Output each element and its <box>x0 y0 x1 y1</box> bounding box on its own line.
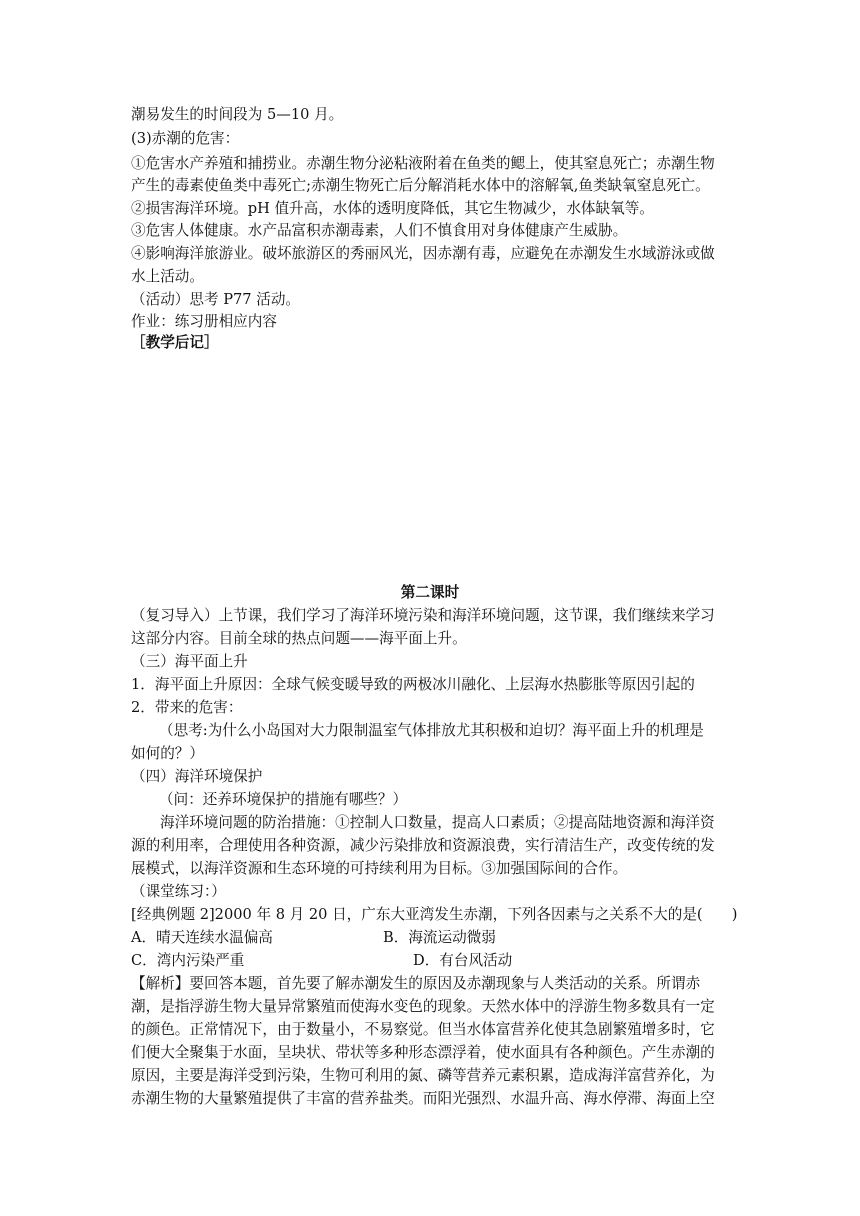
text-line: （问：还养环境保护的措施有哪些？） <box>159 791 408 808</box>
text-line: 原因，主要是海洋受到污染，生物可利用的氮、磷等营养元素积累，造成海洋富营养化，为 <box>131 1067 715 1084</box>
homework-line: 作业：练习册相应内容 <box>131 313 277 330</box>
text-line: 展模式，以海洋资源和生态环境的可持续利用为目标。③加强国际间的合作。 <box>131 860 628 877</box>
text-line: 们便大全聚集于水面，呈块状、带状等多种形态漂浮着，使水面具有各种颜色。产生赤潮的 <box>131 1044 715 1061</box>
option-b: B．海流运动微弱 <box>383 929 496 946</box>
text-line: ③危害人体健康。水产品富积赤潮毒素，人们不慎食用对身体健康产生威胁。 <box>131 222 628 239</box>
text-line: 潮，是指浮游生物大量异常繁殖而使海水变色的现象。天然水体中的浮游生物多数具有一定 <box>131 998 715 1015</box>
text-line: 的颜色。正常情况下，由于数量小，不易察觉。但当水体富营养化使其急剧繁殖增多时，它 <box>131 1021 715 1038</box>
option-a: A．晴天连续水温偏高 <box>131 929 273 946</box>
text-line: 产生的毒素使鱼类中毒死亡;赤潮生物死亡后分解消耗水体中的溶解氧,鱼类缺氧窒息死亡。 <box>131 177 710 194</box>
text-line: 如何的？） <box>131 745 204 762</box>
text-line: （课堂练习：） <box>131 883 226 900</box>
text-line: 水上活动。 <box>131 268 204 285</box>
section-heading-protection: （四）海洋环境保护 <box>131 768 263 785</box>
teaching-notes-heading: ［教学后记］ <box>131 334 219 351</box>
activity-line: （活动）思考 P77 活动。 <box>131 291 301 308</box>
lesson-title: 第二课时 <box>400 584 460 601</box>
text-line: 海洋环境问题的防治措施：①控制人口数量，提高人口素质；②提高陆地资源和海洋资 <box>160 814 715 831</box>
text-line: 源的利用率，合理使用各种资源，减少污染排放和资源浪费，实行清洁生产，改变传统的发 <box>131 837 715 854</box>
analysis-line: 【解析】要回答本题，首先要了解赤潮发生的原因及赤潮现象与人类活动的关系。所谓赤 <box>131 975 701 992</box>
text-line: ④影响海洋旅游业。破坏旅游区的秀丽风光，因赤潮有毒，应避免在赤潮发生水域游泳或做 <box>131 245 715 262</box>
option-c: C．湾内污染严重 <box>131 952 245 969</box>
section-heading-red-tide-harm: (3)赤潮的危害： <box>131 130 240 147</box>
text-line: 潮易发生的时间段为 5—10 月。 <box>131 106 344 123</box>
text-line: （思考:为什么小岛国对大力限制温室气体排放尤其积极和迫切？海平面上升的机理是 <box>159 722 704 739</box>
text-line: ②损害海洋环境。pH 值升高，水体的透明度降低，其它生物减少，水体缺氧等。 <box>131 200 654 217</box>
section-heading-sea-level: （三）海平面上升 <box>131 653 248 670</box>
text-line: ①危害水产养殖和捕捞业。赤潮生物分泌粘液附着在鱼类的鳃上，使其窒息死亡；赤潮生物 <box>131 155 715 172</box>
example-question: [经典例题 2]2000 年 8 月 20 日，广东大亚湾发生赤潮，下列各因素与之关系不大的是( ) <box>131 906 738 923</box>
text-line: 1．海平面上升原因：全球气候变暖导致的两极冰川融化、上层海水热膨胀等原因引起的 <box>131 676 695 693</box>
text-line: 2．带来的危害： <box>131 699 243 716</box>
text-line: （复习导入）上节课，我们学习了海洋环境污染和海洋环境问题，这节课，我们继续来学习 <box>131 607 715 624</box>
option-d: D．有台风活动 <box>413 952 513 969</box>
text-line: 赤潮生物的大量繁殖提供了丰富的营养盐类。而阳光强烈、水温升高、海水停滞、海面上空 <box>131 1090 715 1107</box>
text-line: 这部分内容。目前全球的热点问题——海平面上升。 <box>131 630 467 647</box>
